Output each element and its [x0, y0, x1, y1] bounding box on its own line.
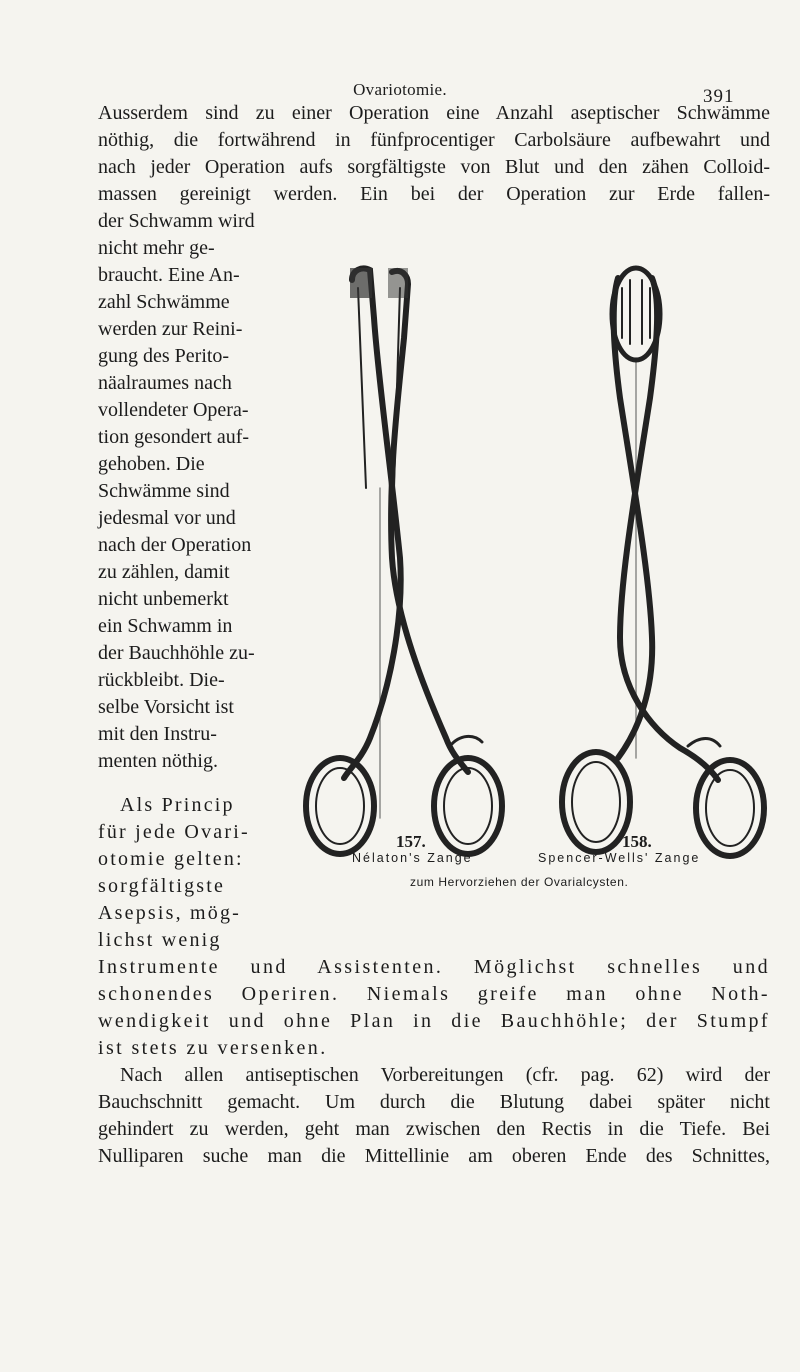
- text-line: lichst wenig: [98, 929, 222, 951]
- text-line: gehoben. Die: [98, 453, 205, 475]
- text-line: nach der Operation: [98, 534, 252, 556]
- figure-caption-157: Nélaton's Zange: [352, 851, 473, 865]
- text-line: Als Princip: [120, 794, 235, 816]
- text-line: tion gesondert auf-: [98, 426, 250, 448]
- text-line: sorgfältigste: [98, 875, 226, 897]
- text-line: Ausserdem sind zu einer Operation eine Anzahl aseptischer Schwämme: [98, 102, 770, 124]
- text-line: gung des Perito-: [98, 345, 230, 367]
- text-line: für jede Ovari-: [98, 821, 250, 843]
- text-line: gehindert zu werden, geht man zwischen den Rectis in die Tiefe. Bei: [98, 1118, 770, 1140]
- text-line: der Bauchhöhle zu-: [98, 642, 255, 664]
- text-line: wendigkeit und ohne Plan in die Bauchhöhle; der Stumpf: [98, 1010, 770, 1032]
- text-line: Asepsis, mög-: [98, 902, 242, 924]
- text-line: Bauchschnitt gemacht. Um durch die Blutung dabei später nicht: [98, 1091, 770, 1113]
- text-line: menten nöthig.: [98, 750, 218, 772]
- text-line: nicht unbemerkt: [98, 588, 229, 610]
- text-line: der Schwamm wird: [98, 210, 255, 232]
- text-line: ein Schwamm in: [98, 615, 233, 637]
- text-line: nöthig, die fortwährend in fünfprocentiger Carbolsäure aufbewahrt und: [98, 129, 770, 151]
- text-line: schonendes Operiren. Niemals greife man ohne Noth-: [98, 983, 770, 1005]
- figure-caption-158: Spencer-Wells' Zange: [538, 851, 701, 865]
- text-line: mit den Instru-: [98, 723, 217, 745]
- text-line: nicht mehr ge-: [98, 237, 215, 259]
- text-line: braucht. Eine An-: [98, 264, 240, 286]
- nelaton-forceps-drawing: [306, 268, 502, 854]
- text-line: vollendeter Opera-: [98, 399, 249, 421]
- forceps-figure: [300, 258, 780, 870]
- forceps-illustration: [300, 258, 780, 870]
- text-line: selbe Vorsicht ist: [98, 696, 234, 718]
- figure-subcaption: zum Hervorziehen der Ovarialcysten.: [410, 875, 629, 889]
- figure-number-158: 158.: [622, 832, 652, 851]
- text-line: zu zählen, damit: [98, 561, 230, 583]
- text-line: nach jeder Operation aufs sorgfältigste von Blut und den zähen Colloid-: [98, 156, 770, 178]
- spencer-wells-forceps-drawing: [562, 268, 764, 856]
- text-line: zahl Schwämme: [98, 291, 230, 313]
- text-line: Schwämme sind: [98, 480, 230, 502]
- text-line: ist stets zu versenken.: [98, 1037, 328, 1059]
- text-line: massen gereinigt werden. Ein bei der Operation zur Erde fallen-: [98, 183, 770, 205]
- text-line: näalraumes nach: [98, 372, 232, 394]
- figure-number-157: 157.: [396, 832, 426, 851]
- running-title: Ovariotomie.: [353, 80, 447, 99]
- text-line: werden zur Reini-: [98, 318, 243, 340]
- text-line: Nulliparen suche man die Mittellinie am oberen Ende des Schnittes,: [98, 1145, 770, 1167]
- text-line: Instrumente und Assistenten. Möglichst schnelles und: [98, 956, 770, 978]
- page-number: 391: [703, 86, 735, 107]
- text-line: Nach allen antiseptischen Vorbereitungen (cfr. pag. 62) wird der: [120, 1064, 770, 1086]
- text-line: otomie gelten:: [98, 848, 244, 870]
- text-line: jedesmal vor und: [98, 507, 236, 529]
- text-line: rückbleibt. Die-: [98, 669, 225, 691]
